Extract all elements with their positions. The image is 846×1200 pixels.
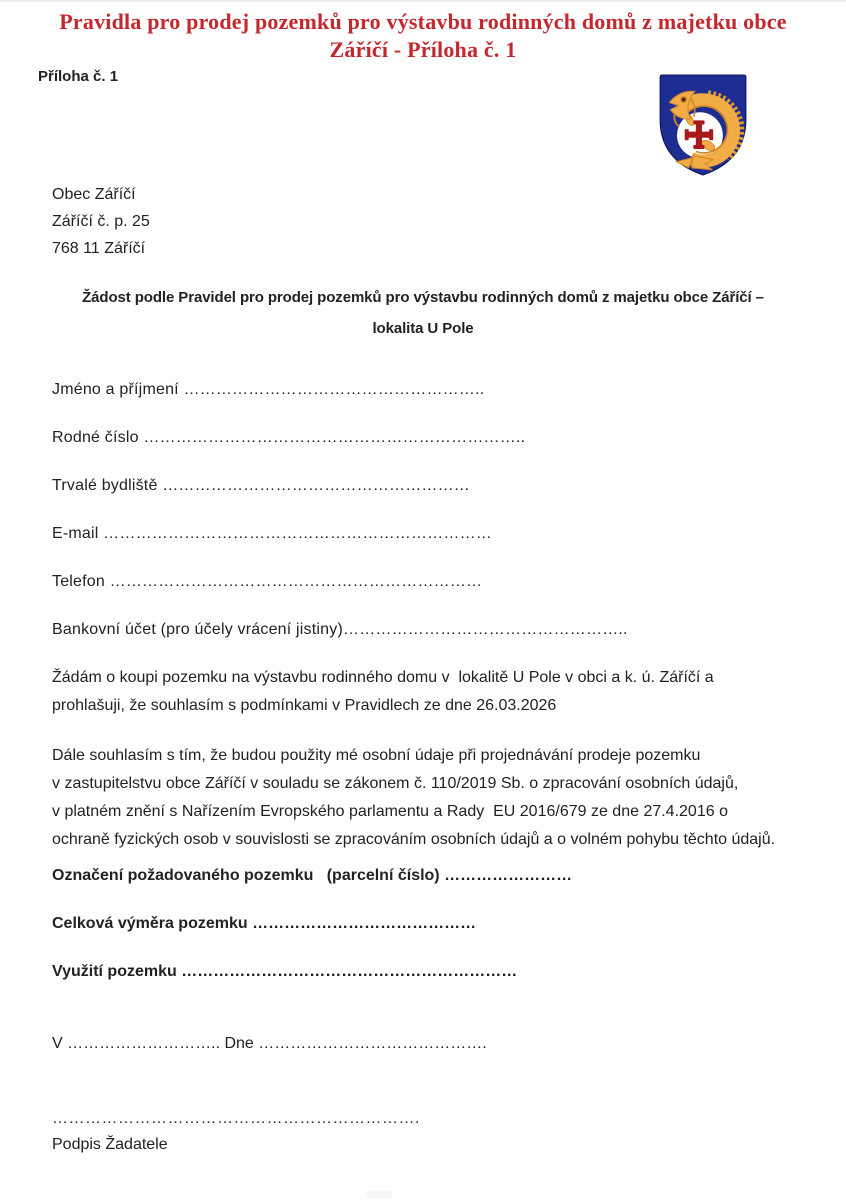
document-title-line2: Záříčí - Příloha č. 1 — [329, 37, 517, 62]
applicant-fields — [52, 380, 846, 640]
plot-detail-fields — [52, 866, 846, 982]
purchase-declaration-paragraph — [52, 664, 816, 720]
gdpr-consent-paragraph — [52, 742, 816, 854]
request-heading-line1: Žádost podle Pravidel pro prodej pozemků pro výstavbu rodinných domů z majetku obce Záříčí – — [82, 289, 764, 306]
purchase-declaration-line1: Žádám o koupi pozemku na výstavbu rodinného domu v lokalitě U Pole v obci a k. ú. Záříčí a — [52, 669, 714, 686]
zarici-carp-coat-of-arms-icon — [652, 72, 754, 178]
address-line-zip: 768 11 Záříčí — [52, 240, 146, 257]
field-permanent-residence: Trvalé bydliště ………………………………………………… — [52, 477, 470, 494]
field-birth-number: Rodné číslo …………………………………………………………….. — [52, 429, 526, 446]
field-total-area: Celková výměra pozemku …………………………………… — [52, 915, 477, 932]
scan-artifact — [366, 1191, 392, 1198]
purchase-declaration-line2: prohlašuji, že souhlasím s podmínkami v Pravidlech ze dne 26.03.2026 — [52, 697, 557, 714]
signature-label: Podpis Žadatele — [52, 1136, 168, 1153]
signature-block — [52, 1106, 846, 1158]
field-name-surname: Jméno a příjmení ……………………………………………….. — [52, 381, 485, 398]
scan-top-edge — [0, 0, 846, 2]
request-heading-line2: lokalita U Pole — [372, 320, 474, 337]
fish-eye — [682, 98, 686, 102]
address-line-street: Záříčí č. p. 25 — [52, 213, 150, 230]
signature-dotted-line: …………………………………………………………. — [52, 1110, 420, 1127]
gdpr-consent-line1: Dále souhlasím s tím, že budou použity mé osobní údaje při projednávání prodeje pozemku — [52, 747, 701, 764]
municipality-address — [52, 181, 846, 262]
address-line-name: Obec Záříčí — [52, 186, 136, 203]
field-parcel-number: Označení požadovaného pozemku (parcelní číslo) …………………… — [52, 867, 573, 884]
place-date-line: V ……………………….. Dne ……………………………………. — [52, 1035, 487, 1052]
field-phone: Telefon …………………………………………………………… — [52, 573, 483, 590]
gdpr-consent-line3: v platném znění s Nařízením Evropského parlamentu a Rady EU 2016/679 ze dne 27.4.2016 o — [52, 803, 728, 820]
field-land-usage: Využití pozemku ……………………………………………………… — [52, 963, 518, 980]
document-title-line1: Pravidla pro prodej pozemků pro výstavbu rodinných domů z majetku obce — [59, 9, 787, 34]
field-bank-account: Bankovní účet (pro účely vrácení jistiny)…………………………………………….. — [52, 621, 628, 638]
field-email: E-mail ……………………………………………………………… — [52, 525, 492, 542]
gdpr-consent-line2: v zastupitelstvu obce Záříčí v souladu se zákonem č. 110/2019 Sb. o zpracování osobních údajů, — [52, 775, 739, 792]
attachment-label: Příloha č. 1 — [38, 68, 119, 85]
gdpr-consent-line4: ochraně fyzických osob v souvislosti se zpracováním osobních údajů a o volném pohybu těchto údajů. — [52, 831, 776, 848]
request-heading — [0, 282, 846, 344]
document-title — [0, 0, 846, 64]
